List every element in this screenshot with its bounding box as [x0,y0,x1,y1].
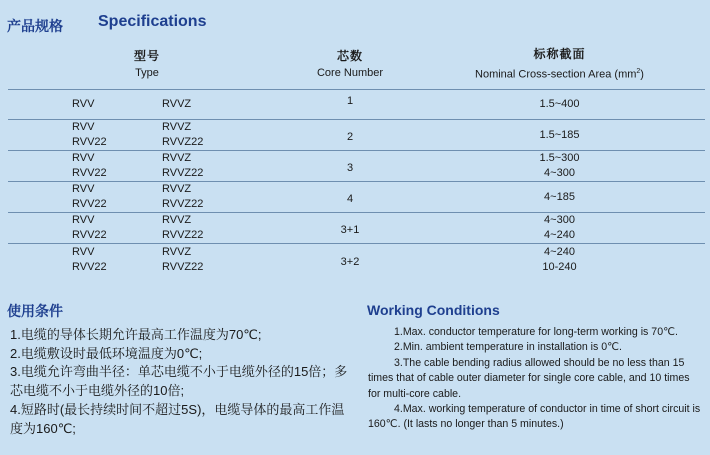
type-model: RVVZ22 [162,229,204,241]
type-cell [8,182,286,213]
core-number: 1 [346,95,354,107]
area-range: 4~185 [544,190,575,203]
type-cell [8,90,286,120]
area-range: 4~240 [544,229,575,241]
core-number: 2 [346,130,354,143]
core-number: 3 [346,161,354,174]
area-range: 1.5~400 [539,98,580,110]
condition-item-cn: 1.电缆的导体长期允许最高工作温度为70℃; [10,327,262,342]
conditions-heading-cn: 使用条件 [7,303,63,319]
header-area-cn: 标称截面 [533,47,586,62]
core-cell [286,90,414,120]
condition-item-cn: 4.短路时(最长持续时间不超过5S)，电缆导体的最高工作温度为160℃; [10,401,345,436]
core-cell [286,213,414,244]
type-model: RVVZ22 [162,261,204,273]
area-cell [414,120,705,151]
type-model: RVV22 [72,198,107,210]
header-core-cn: 芯数 [336,49,363,63]
area-cell [414,151,705,182]
condition-item-cn: 2.电缆敷设时最低环境温度为0℃; [10,345,203,361]
area-range: 4~240 [544,246,575,258]
table-row [8,90,705,120]
header-type-en: Type [135,67,159,79]
core-cell [286,182,414,213]
area-cell [414,244,705,277]
type-model: RVV [72,183,95,195]
type-model: RVV22 [72,136,107,148]
type-cell [8,151,286,182]
area-cell [414,182,705,213]
area-range: 1.5~185 [539,128,580,141]
type-model: RVV [72,98,95,110]
spec-heading-en: Specifications [98,13,207,30]
type-model: RVVZ22 [162,198,204,210]
core-number: 3+2 [340,255,360,268]
table-header-row [8,41,705,90]
type-model: RVV22 [72,229,107,241]
type-model: RVV [72,121,95,133]
core-cell [286,151,414,182]
core-number: 3+1 [340,223,360,236]
type-model: RVV [72,152,95,164]
header-core-en: Core Number [316,67,384,79]
area-range: 10-240 [542,261,577,273]
header-core [286,41,414,90]
condition-item-en: 1.Max. conductor temperature for long-term working is 70℃. [394,326,678,338]
type-cell [8,213,286,244]
spec-heading-cn: 产品规格 [7,18,63,34]
type-model: RVV22 [72,167,107,179]
type-model: RVVZ [162,183,192,195]
condition-item-en: 3.The cable bending radius allowed should be no less than 15 times that of cable outer diameter for single core cable, and 10 times for multi-core cable. [368,356,690,400]
type-model: RVV [72,214,95,226]
core-cell [286,244,414,277]
type-model: RVVZ [162,214,192,226]
type-cell [8,120,286,151]
table-row [8,244,705,277]
type-model: RVVZ [162,98,192,110]
condition-item-en: 4.Max. working temperature of conductor in time of short circuit is 160℃. (It lasts no longer than 5 minutes.) [368,403,701,431]
area-cell [414,90,705,120]
table-row [8,213,705,244]
type-cell [8,244,286,277]
table-row [8,151,705,182]
header-area-en: Nominal Cross-section Area $(mm^2)$ [475,68,644,81]
type-model: RVVZ [162,152,192,164]
header-type [8,41,286,90]
area-range: 1.5~300 [539,152,580,164]
type-model: RVV [72,246,95,258]
type-model: RVVZ22 [162,167,204,179]
header-area [414,41,705,90]
type-model: RVVZ [162,246,192,258]
area-range: 4~300 [544,214,575,226]
condition-item-cn: 3.电缆允许弯曲半径：单芯电缆不小于电缆外径的15倍；多芯电缆不小于电缆外径的10倍; [10,364,348,399]
area-cell [414,213,705,244]
type-model: RVV22 [72,261,107,273]
table-row [8,182,705,213]
conditions-list-cn [10,326,350,438]
core-number: 4 [346,192,354,205]
header-type-cn: 型号 [133,49,160,63]
type-model: RVVZ [162,121,192,133]
condition-item-en: 2.Min. ambient temperature in installation is 0℃. [394,341,622,354]
conditions-list-en [368,325,702,433]
core-cell [286,120,414,151]
table-row [8,120,705,151]
type-model: RVVZ22 [162,136,204,148]
area-range: 4~300 [544,167,575,179]
spec-table [8,41,705,276]
conditions-heading-en: Working Conditions [367,302,500,318]
